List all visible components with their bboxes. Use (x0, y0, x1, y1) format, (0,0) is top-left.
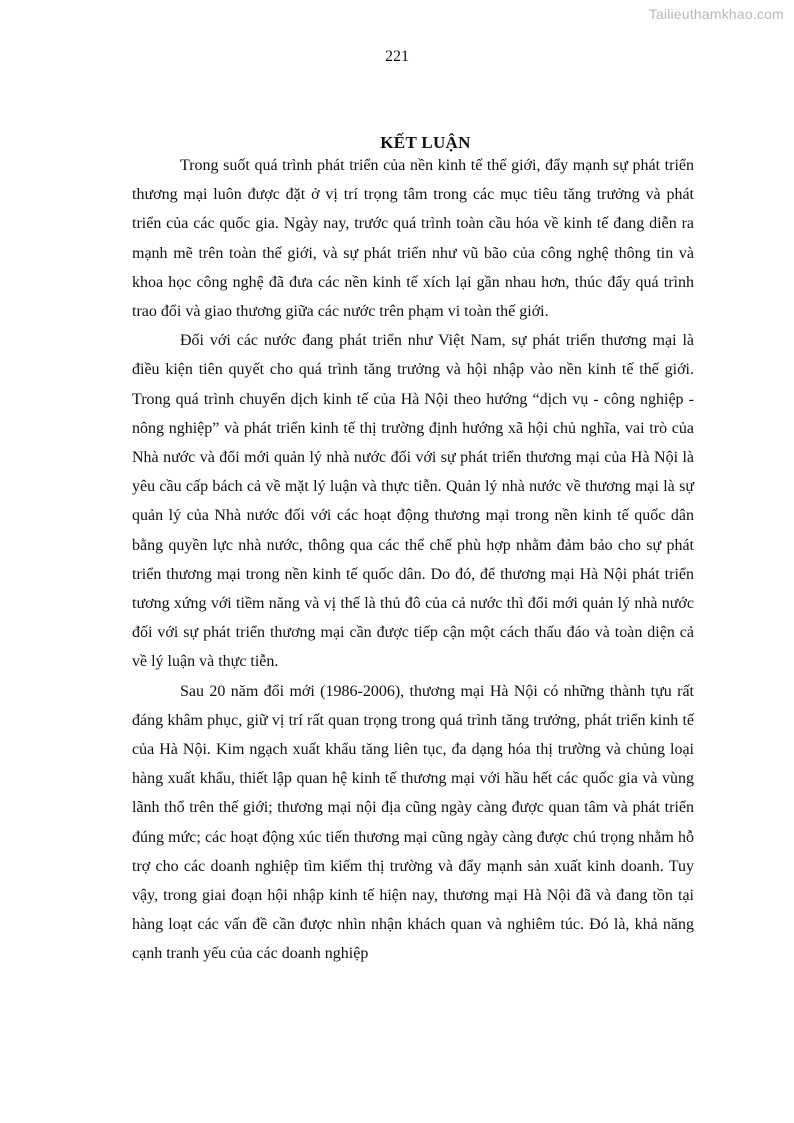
body-text (132, 151, 694, 969)
page-title: KẾT LUẬN (380, 133, 471, 152)
paragraph-intro: Trong suốt quá trình phát triển của nền kinh tế thế giới, đẩy mạnh sự phát triển thương mại luôn được đặt ở vị trí trọng tâm trong các mục tiêu tăng trưởng và phát triển của các quốc gia. Ngày nay, trước quá trình toàn cầu hóa về kinh tế đang diễn ra mạnh mẽ trên toàn thế giới, và sự phát triển như vũ bão của công nghệ thông tin và khoa học công nghệ đã đưa các nền kinh tế xích lại gần nhau hơn, thúc đẩy quá trình trao đổi và giao thương giữa các nước trên phạm vi toàn thế giới. (132, 157, 694, 321)
paragraph-doi-moi-achievements: Sau 20 năm đổi mới (1986-2006), thương mại Hà Nội có những thành tựu rất đáng khâm phục, giữ vị trí rất quan trọng trong quá trình tăng trưởng, phát triển kinh tế của Hà Nội. Kim ngạch xuất khẩu tăng liên tục, đa dạng hóa thị trường và chủng loại hàng xuất khẩu, thiết lập quan hệ kinh tế thương mại với hầu hết các quốc gia và vùng lãnh thổ trên thế giới; thương mại nội địa cũng ngày càng được quan tâm và phát triển đúng mức; các hoạt động xúc tiến thương mại cũng ngày càng được chú trọng nhằm hỗ trợ cho các doanh nghiệp tìm kiếm thị trường và đẩy mạnh sản xuất kinh doanh. Tuy vậy, trong giai đoạn hội nhập kinh tế hiện nay, thương mại Hà Nội đã và đang tồn tại hàng loạt các vấn đề cần được nhìn nhận khách quan và nghiêm túc. Đó là, khả năng cạnh tranh yếu của các doanh nghiệp (132, 682, 694, 963)
watermark: Tailieuthamkhao.com (648, 6, 784, 22)
page-number: 221 (385, 48, 409, 65)
paragraph-vietnam-trade: Đối với các nước đang phát triển như Việt Nam, sự phát triển thương mại là điều kiện tiên quyết cho quá trình tăng trưởng và hội nhập vào nền kinh tế thế giới. Trong quá trình chuyển dịch kinh tế của Hà Nội theo hướng “dịch vụ - công nghiệp - nông nghiệp” và phát triển kinh tế thị trường định hướng xã hội chủ nghĩa, vai trò của Nhà nước và đổi mới quản lý nhà nước đối với sự phát triển thương mại của Hà Nội là yêu cầu cấp bách cả về mặt lý luận và thực tiễn. Quản lý nhà nước về thương mại là sự quản lý của Nhà nước đối với các hoạt động thương mại trong nền kinh tế quốc dân bằng quyền lực nhà nước, thông qua các thể chế phù hợp nhằm đảm bảo cho sự phát triển thương mại trong nền kinh tế quốc dân. Do đó, để thương mại Hà Nội phát triển tương xứng với tiềm năng và vị thế là thủ đô của cả nước thì đổi mới quản lý nhà nước đối với sự phát triển thương mại cần được tiếp cận một cách thấu đáo và toàn diện cả về lý luận và thực tiễn. (132, 332, 694, 671)
